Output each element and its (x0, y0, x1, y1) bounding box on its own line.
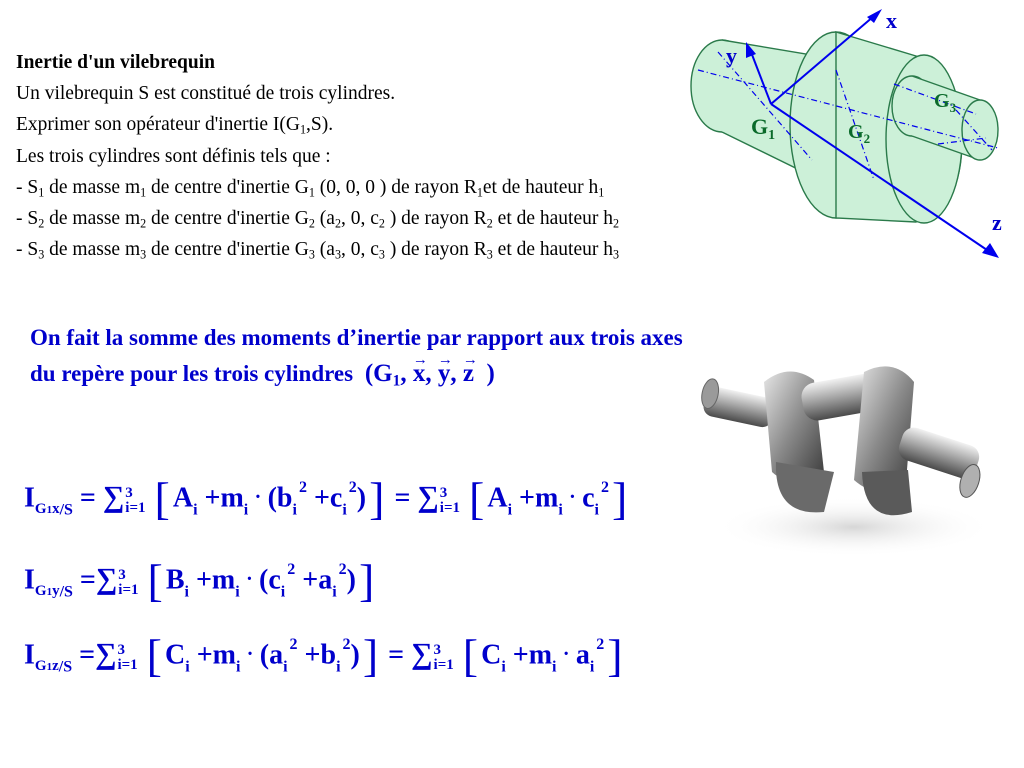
intro-text (16, 47, 619, 265)
axis-label-z: z (992, 210, 1002, 235)
intro-line-3: Les trois cylindres sont définis tels que : (16, 145, 331, 167)
equation-inertia-y: $I_{G1y/S}$ =∑ 3 i=1 [ $B_i +m_i \cdot (c_i^2 +a_i^2)$] (24, 555, 375, 607)
label-g3: $G_3$ (934, 90, 957, 115)
intro-line-1: Un vilebrequin S est constitué de trois cylindres. (16, 83, 396, 105)
equation-inertia-x: $I_{G1x/S}$ = ∑ 3 i=1 [ $A_i +m_i \cdot (b_i^2 +c_i^2)$] = ∑ 3 i=1 [ $A_i +m_i \cdot c_i^2$] (24, 473, 628, 525)
equation-inertia-z: $I_{G1z/S}$ =∑ 3 i=1 [ $C_i +m_i \cdot (a_i^2 +b_i^2)$] = ∑ 3 i=1 [ $C_i +m_i \cdot a_i^2$] (24, 630, 623, 682)
cylinders-diagram (676, 0, 1024, 270)
label-g2: $G_2$ (848, 121, 871, 146)
summary-line-1: On fait la somme des moments d’inertie par rapport aux trois axes (30, 325, 683, 350)
summary-line-2: du repère pour les trois cylindres ($G_1$, → x, → y, → z ) (30, 356, 683, 392)
reference-frame: ($G_1$, → x, → y, → z ) (365, 360, 495, 387)
slide-title: Inertie d'un vilebrequin (16, 52, 216, 73)
intro-line-2: Exprimer son opérateur d'inertie $I(G_1,S)$. (16, 114, 334, 137)
label-g1: $G_1$ (751, 114, 776, 143)
axis-label-y: y (726, 43, 737, 68)
axis-label-x: x (886, 8, 897, 33)
intro-line-s1: - $S_1$ de masse $m_1$ de centre d'inertie $G_1$ (0, 0, 0 ) de rayon $R_1et$ de hauteur $h_1$ (16, 176, 605, 200)
z-axis-arrow-icon (982, 243, 999, 258)
summary-text (30, 320, 683, 392)
intro-line-s3: - $S_3$ de masse $m_3$ de centre d'inertie $G_3$ ($a_3$, 0, $c_3$ ) de rayon $R_3$ et de hauteur $h_3$ (16, 239, 620, 262)
crankshaft-photo (694, 352, 994, 562)
intro-line-s2: - $S_2$ de masse $m_2$ de centre d'inertie $G_2$ ($a_2$, 0, $c_2$ ) de rayon $R_2$ et de hauteur $h_2$ (16, 208, 620, 231)
